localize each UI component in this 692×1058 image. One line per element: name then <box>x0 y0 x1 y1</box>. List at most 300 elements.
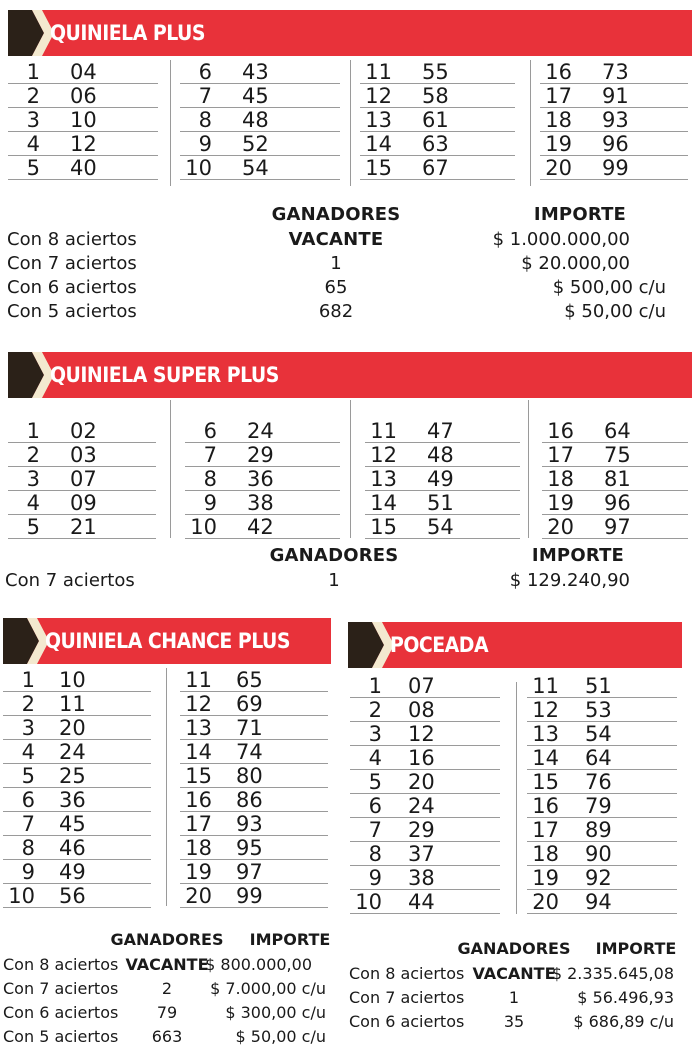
drawn-number: 75 <box>604 443 631 467</box>
number-row <box>180 692 328 716</box>
section-title: POCEADA <box>390 633 489 657</box>
poceada-banner <box>348 622 682 668</box>
number-row <box>180 156 340 180</box>
number-row <box>527 890 677 914</box>
prize-label: Con 6 aciertos <box>3 1003 119 1022</box>
number-row <box>350 818 500 842</box>
draw-position: 13 <box>365 108 392 132</box>
column-divider <box>166 668 167 906</box>
drawn-number: 16 <box>408 746 435 770</box>
drawn-number: 65 <box>236 668 263 692</box>
draw-position: 18 <box>547 467 574 491</box>
number-row <box>185 467 340 491</box>
draw-position: 17 <box>545 84 572 108</box>
prize-winners: VACANTE <box>472 964 556 983</box>
number-row <box>185 491 340 515</box>
draw-position: 6 <box>21 788 35 812</box>
drawn-number: 58 <box>422 84 449 108</box>
draw-position: 4 <box>26 491 40 515</box>
draw-position: 10 <box>8 884 35 908</box>
draw-position: 14 <box>532 746 559 770</box>
number-row <box>180 788 328 812</box>
draw-position: 10 <box>190 515 217 539</box>
drawn-number: 11 <box>59 692 86 716</box>
number-row <box>360 156 515 180</box>
number-row <box>8 132 158 156</box>
number-row <box>542 467 688 491</box>
number-row <box>360 60 515 84</box>
drawn-number: 80 <box>236 764 263 788</box>
drawn-number: 96 <box>604 491 631 515</box>
draw-position: 15 <box>532 770 559 794</box>
draw-position: 16 <box>545 60 572 84</box>
drawn-number: 38 <box>247 491 274 515</box>
draw-position: 17 <box>185 812 212 836</box>
draw-position: 5 <box>26 515 40 539</box>
draw-position: 3 <box>21 716 35 740</box>
draw-position: 6 <box>368 794 382 818</box>
draw-position: 2 <box>21 692 35 716</box>
drawn-number: 89 <box>585 818 612 842</box>
banner-chevron-icon <box>3 618 47 664</box>
prize-amount: $ 129.240,90 <box>509 570 630 591</box>
number-row <box>8 467 156 491</box>
draw-position: 14 <box>185 740 212 764</box>
number-row <box>185 419 340 443</box>
prize-winners: 1 <box>330 253 342 274</box>
number-row <box>3 812 151 836</box>
draw-position: 3 <box>368 722 382 746</box>
number-row <box>8 419 156 443</box>
number-row <box>350 890 500 914</box>
drawn-number: 38 <box>408 866 435 890</box>
prize-amount: $ 50,00 c/u <box>235 1027 326 1046</box>
draw-position: 15 <box>185 764 212 788</box>
number-row <box>350 674 500 698</box>
number-row <box>350 698 500 722</box>
drawn-number: 94 <box>585 890 612 914</box>
number-row <box>360 108 515 132</box>
drawn-number: 51 <box>427 491 454 515</box>
draw-position: 16 <box>532 794 559 818</box>
draw-position: 10 <box>185 156 212 180</box>
drawn-number: 73 <box>602 60 629 84</box>
number-row <box>8 443 156 467</box>
number-row <box>540 60 688 84</box>
drawn-number: 67 <box>422 156 449 180</box>
prize-winners: 35 <box>503 1012 525 1031</box>
number-row <box>540 108 688 132</box>
number-row <box>527 818 677 842</box>
number-row <box>527 794 677 818</box>
draw-position: 13 <box>370 467 397 491</box>
number-row <box>3 740 151 764</box>
number-row <box>180 740 328 764</box>
draw-position: 11 <box>365 60 392 84</box>
number-row <box>8 156 158 180</box>
drawn-number: 12 <box>408 722 435 746</box>
draw-position: 8 <box>368 842 382 866</box>
importe-header: IMPORTE <box>533 204 627 225</box>
prize-label: Con 8 aciertos <box>349 964 465 983</box>
number-row <box>527 842 677 866</box>
prize-winners: 65 <box>324 277 348 298</box>
draw-position: 12 <box>532 698 559 722</box>
prize-label: Con 6 aciertos <box>349 1012 465 1031</box>
drawn-number: 48 <box>242 108 269 132</box>
draw-position: 12 <box>185 692 212 716</box>
drawn-number: 97 <box>236 860 263 884</box>
drawn-number: 69 <box>236 692 263 716</box>
draw-position: 17 <box>547 443 574 467</box>
prize-amount: $ 2.335.645,08 <box>551 964 674 983</box>
number-row <box>540 84 688 108</box>
banner-chevron-icon <box>348 622 392 668</box>
number-row <box>527 770 677 794</box>
drawn-number: 45 <box>59 812 86 836</box>
drawn-number: 63 <box>422 132 449 156</box>
number-row <box>8 60 158 84</box>
number-row <box>350 722 500 746</box>
draw-position: 14 <box>365 132 392 156</box>
prize-winners: 79 <box>156 1003 178 1022</box>
drawn-number: 42 <box>247 515 274 539</box>
drawn-number: 24 <box>408 794 435 818</box>
prize-amount: $ 800.000,00 <box>205 955 312 974</box>
drawn-number: 49 <box>59 860 86 884</box>
drawn-number: 29 <box>247 443 274 467</box>
drawn-number: 52 <box>242 132 269 156</box>
number-row <box>180 108 340 132</box>
prize-label: Con 7 aciertos <box>3 979 119 998</box>
number-row <box>185 515 340 539</box>
number-row <box>3 788 151 812</box>
drawn-number: 45 <box>242 84 269 108</box>
section-title: QUINIELA CHANCE PLUS <box>45 629 290 653</box>
number-row <box>180 132 340 156</box>
drawn-number: 99 <box>236 884 263 908</box>
draw-position: 1 <box>368 674 382 698</box>
drawn-number: 02 <box>70 419 97 443</box>
draw-position: 8 <box>198 108 212 132</box>
column-divider <box>170 400 171 538</box>
drawn-number: 37 <box>408 842 435 866</box>
importe-header: IMPORTE <box>595 939 677 958</box>
number-row <box>527 674 677 698</box>
drawn-number: 03 <box>70 443 97 467</box>
draw-position: 6 <box>203 419 217 443</box>
drawn-number: 43 <box>242 60 269 84</box>
column-divider <box>350 400 351 538</box>
draw-position: 9 <box>21 860 35 884</box>
number-row <box>542 419 688 443</box>
drawn-number: 93 <box>602 108 629 132</box>
drawn-number: 04 <box>70 60 97 84</box>
banner-chevron-icon <box>8 352 52 398</box>
column-divider <box>350 60 351 186</box>
column-divider <box>530 60 531 186</box>
drawn-number: 29 <box>408 818 435 842</box>
number-row <box>8 491 156 515</box>
number-row <box>360 132 515 156</box>
drawn-number: 79 <box>585 794 612 818</box>
column-divider <box>170 60 171 186</box>
number-row <box>180 668 328 692</box>
quiniela-super-plus-banner <box>8 352 692 398</box>
number-row <box>3 716 151 740</box>
draw-position: 19 <box>547 491 574 515</box>
drawn-number: 36 <box>59 788 86 812</box>
draw-position: 4 <box>26 132 40 156</box>
draw-position: 1 <box>21 668 35 692</box>
number-row <box>540 132 688 156</box>
draw-position: 10 <box>355 890 382 914</box>
drawn-number: 51 <box>585 674 612 698</box>
draw-position: 9 <box>368 866 382 890</box>
draw-position: 3 <box>26 108 40 132</box>
quiniela-chance-plus-banner <box>3 618 331 664</box>
draw-position: 15 <box>365 156 392 180</box>
draw-position: 4 <box>368 746 382 770</box>
drawn-number: 86 <box>236 788 263 812</box>
draw-position: 12 <box>365 84 392 108</box>
number-row <box>350 842 500 866</box>
drawn-number: 25 <box>59 764 86 788</box>
prize-label: Con 8 aciertos <box>7 229 137 250</box>
drawn-number: 12 <box>70 132 97 156</box>
number-row <box>185 443 340 467</box>
quiniela-plus-banner <box>8 10 692 56</box>
draw-position: 2 <box>26 84 40 108</box>
number-row <box>365 467 520 491</box>
draw-position: 19 <box>185 860 212 884</box>
drawn-number: 54 <box>242 156 269 180</box>
prize-winners: VACANTE <box>288 229 384 250</box>
drawn-number: 46 <box>59 836 86 860</box>
draw-position: 7 <box>198 84 212 108</box>
drawn-number: 55 <box>422 60 449 84</box>
drawn-number: 93 <box>236 812 263 836</box>
number-row <box>3 860 151 884</box>
prize-amount: $ 300,00 c/u <box>225 1003 326 1022</box>
number-row <box>180 860 328 884</box>
draw-position: 5 <box>368 770 382 794</box>
number-row <box>350 770 500 794</box>
drawn-number: 08 <box>408 698 435 722</box>
draw-position: 15 <box>370 515 397 539</box>
number-row <box>180 884 328 908</box>
number-row <box>527 746 677 770</box>
number-row <box>3 836 151 860</box>
prize-label: Con 7 aciertos <box>349 988 465 1007</box>
draw-position: 2 <box>26 443 40 467</box>
draw-position: 18 <box>185 836 212 860</box>
number-row <box>8 84 158 108</box>
drawn-number: 91 <box>602 84 629 108</box>
drawn-number: 36 <box>247 467 274 491</box>
drawn-number: 54 <box>585 722 612 746</box>
prize-amount: $ 500,00 c/u <box>552 277 666 298</box>
column-divider <box>516 682 517 914</box>
draw-position: 20 <box>547 515 574 539</box>
draw-position: 1 <box>26 419 40 443</box>
section-title: QUINIELA SUPER PLUS <box>50 363 279 387</box>
drawn-number: 48 <box>427 443 454 467</box>
number-row <box>365 443 520 467</box>
drawn-number: 24 <box>247 419 274 443</box>
prize-amount: $ 56.496,93 <box>577 988 674 1007</box>
prize-amount: $ 1.000.000,00 <box>492 229 630 250</box>
drawn-number: 09 <box>70 491 97 515</box>
number-row <box>180 716 328 740</box>
ganadores-header: GANADORES <box>269 545 399 566</box>
drawn-number: 71 <box>236 716 263 740</box>
draw-position: 18 <box>545 108 572 132</box>
number-row <box>3 884 151 908</box>
banner-chevron-icon <box>8 10 52 56</box>
draw-position: 14 <box>370 491 397 515</box>
drawn-number: 61 <box>422 108 449 132</box>
column-divider <box>528 400 529 538</box>
drawn-number: 53 <box>585 698 612 722</box>
drawn-number: 64 <box>585 746 612 770</box>
drawn-number: 44 <box>408 890 435 914</box>
importe-header: IMPORTE <box>249 930 331 949</box>
drawn-number: 76 <box>585 770 612 794</box>
draw-position: 5 <box>21 764 35 788</box>
prize-label: Con 5 aciertos <box>3 1027 119 1046</box>
draw-position: 12 <box>370 443 397 467</box>
drawn-number: 96 <box>602 132 629 156</box>
drawn-number: 54 <box>427 515 454 539</box>
drawn-number: 90 <box>585 842 612 866</box>
prize-label: Con 7 aciertos <box>7 253 137 274</box>
draw-position: 8 <box>203 467 217 491</box>
prize-label: Con 6 aciertos <box>7 277 137 298</box>
prize-label: Con 8 aciertos <box>3 955 119 974</box>
number-row <box>350 866 500 890</box>
prize-amount: $ 20.000,00 <box>521 253 630 274</box>
drawn-number: 81 <box>604 467 631 491</box>
number-row <box>3 692 151 716</box>
draw-position: 7 <box>203 443 217 467</box>
draw-position: 7 <box>368 818 382 842</box>
draw-position: 19 <box>545 132 572 156</box>
ganadores-header: GANADORES <box>110 930 224 949</box>
drawn-number: 21 <box>70 515 97 539</box>
draw-position: 13 <box>532 722 559 746</box>
draw-position: 4 <box>21 740 35 764</box>
draw-position: 20 <box>532 890 559 914</box>
draw-position: 11 <box>370 419 397 443</box>
number-row <box>8 108 158 132</box>
number-row <box>180 764 328 788</box>
number-row <box>365 419 520 443</box>
number-row <box>365 491 520 515</box>
prize-winners: 2 <box>161 979 173 998</box>
draw-position: 7 <box>21 812 35 836</box>
drawn-number: 64 <box>604 419 631 443</box>
draw-position: 18 <box>532 842 559 866</box>
number-row <box>8 515 156 539</box>
drawn-number: 97 <box>604 515 631 539</box>
number-row <box>180 60 340 84</box>
draw-position: 20 <box>545 156 572 180</box>
prize-amount: $ 50,00 c/u <box>564 301 666 322</box>
draw-position: 8 <box>21 836 35 860</box>
prize-winners: VACANTE <box>125 955 209 974</box>
draw-position: 11 <box>185 668 212 692</box>
drawn-number: 47 <box>427 419 454 443</box>
draw-position: 13 <box>185 716 212 740</box>
number-row <box>542 491 688 515</box>
ganadores-header: GANADORES <box>271 204 401 225</box>
prize-label: Con 5 aciertos <box>7 301 137 322</box>
number-row <box>540 156 688 180</box>
prize-winners: 1 <box>508 988 520 1007</box>
drawn-number: 20 <box>408 770 435 794</box>
number-row <box>365 515 520 539</box>
draw-position: 16 <box>547 419 574 443</box>
drawn-number: 95 <box>236 836 263 860</box>
prize-winners: 682 <box>318 301 354 322</box>
prize-label: Con 7 aciertos <box>5 570 135 591</box>
number-row <box>542 515 688 539</box>
drawn-number: 49 <box>427 467 454 491</box>
draw-position: 9 <box>198 132 212 156</box>
drawn-number: 20 <box>59 716 86 740</box>
draw-position: 3 <box>26 467 40 491</box>
drawn-number: 99 <box>602 156 629 180</box>
prize-winners: 663 <box>151 1027 183 1046</box>
prize-winners: 1 <box>328 570 340 591</box>
draw-position: 19 <box>532 866 559 890</box>
number-row <box>350 794 500 818</box>
draw-position: 2 <box>368 698 382 722</box>
draw-position: 16 <box>185 788 212 812</box>
draw-position: 11 <box>532 674 559 698</box>
number-row <box>3 668 151 692</box>
drawn-number: 07 <box>70 467 97 491</box>
number-row <box>542 443 688 467</box>
prize-amount: $ 7.000,00 c/u <box>210 979 326 998</box>
section-title: QUINIELA PLUS <box>50 21 205 45</box>
draw-position: 17 <box>532 818 559 842</box>
drawn-number: 56 <box>59 884 86 908</box>
drawn-number: 07 <box>408 674 435 698</box>
number-row <box>527 866 677 890</box>
drawn-number: 06 <box>70 84 97 108</box>
drawn-number: 10 <box>59 668 86 692</box>
draw-position: 5 <box>26 156 40 180</box>
number-row <box>3 764 151 788</box>
draw-position: 1 <box>26 60 40 84</box>
number-row <box>180 84 340 108</box>
draw-position: 9 <box>203 491 217 515</box>
number-row <box>180 836 328 860</box>
drawn-number: 24 <box>59 740 86 764</box>
drawn-number: 92 <box>585 866 612 890</box>
number-row <box>180 812 328 836</box>
ganadores-header: GANADORES <box>457 939 571 958</box>
importe-header: IMPORTE <box>531 545 625 566</box>
drawn-number: 40 <box>70 156 97 180</box>
prize-amount: $ 686,89 c/u <box>573 1012 674 1031</box>
draw-position: 20 <box>185 884 212 908</box>
drawn-number: 10 <box>70 108 97 132</box>
drawn-number: 74 <box>236 740 263 764</box>
number-row <box>527 722 677 746</box>
